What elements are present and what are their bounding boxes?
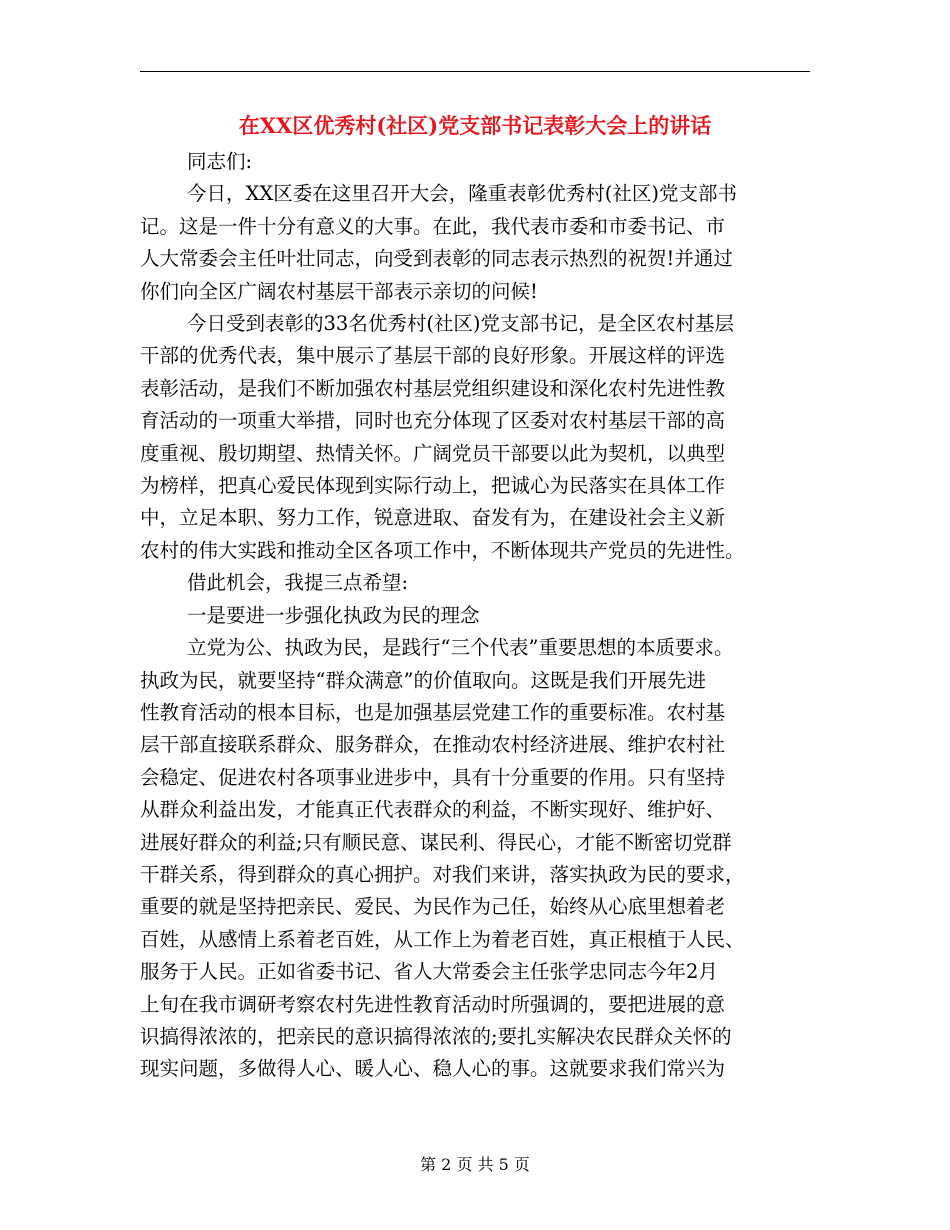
paragraph-line: 人大常委会主任叶壮同志，向受到表彰的同志表示热烈的祝贺!并通过 [140, 247, 733, 271]
paragraph-line: 立党为公、执政为民，是践行“三个代表”重要思想的本质要求。 [187, 636, 734, 660]
paragraph-line: 从群众利益出发，才能真正代表群众的利益，不断实现好、维护好、 [140, 798, 726, 822]
paragraph-line: 服务于人民。正如省委书记、省人大常委会主任张学忠同志今年2月 [140, 960, 718, 984]
paragraph-line: 重要的就是坚持把亲民、爱民、为民作为己任，始终从心底里想着老 [140, 895, 726, 919]
paragraph-line: 借此机会，我提三点希望: [187, 571, 409, 595]
paragraph-line: 育活动的一项重大举措，同时也充分体现了区委对农村基层干部的高 [140, 409, 726, 433]
document-title: 在XX区优秀村(社区)党支部书记表彰大会上的讲话 [238, 113, 712, 138]
paragraph-line: 识搞得浓浓的，把亲民的意识搞得浓浓的;要扎实解决农民群众关怀的 [140, 1024, 732, 1048]
page-number: 第 2 页 共 5 页 [420, 1155, 530, 1174]
paragraph-line: 农村的伟大实践和推动全区各项工作中，不断体现共产党员的先进性。 [140, 538, 745, 562]
paragraph-line: 执政为民，就要坚持“群众满意”的价值取向。这既是我们开展先进 [140, 668, 706, 692]
paragraph-line: 你们向全区广阔农村基层干部表示亲切的问候! [140, 279, 538, 303]
paragraph-line: 干群关系，得到群众的真心拥护。对我们来讲，落实执政为民的要求， [140, 862, 745, 886]
paragraph-line: 记。这是一件十分有意义的大事。在此，我代表市委和市委书记、市 [140, 214, 726, 238]
paragraph-line: 会稳定、促进农村各项事业进步中，具有十分重要的作用。只有坚持 [140, 765, 726, 789]
paragraph-line: 进展好群众的利益;只有顺民意、谋民利、得民心，才能不断密切党群 [140, 830, 732, 854]
document-body [140, 146, 810, 1086]
paragraph-line: 现实问题，多做得人心、暖人心、稳人心的事。这就要求我们常兴为 [140, 1057, 726, 1081]
paragraph-line: 中，立足本职、努力工作，锐意进取、奋发有为，在建设社会主义新 [140, 506, 726, 530]
paragraph-line: 性教育活动的根本目标，也是加强基层党建工作的重要标准。农村基 [140, 700, 726, 724]
paragraph-line: 干部的优秀代表，集中展示了基层干部的良好形象。开展这样的评选 [140, 344, 726, 368]
paragraph-line: 表彰活动，是我们不断加强农村基层党组织建设和深化农村先进性教 [140, 376, 726, 400]
paragraph-line: 度重视、殷切期望、热情关怀。广阔党员干部要以此为契机，以典型 [140, 441, 726, 465]
paragraph-line: 今日受到表彰的33名优秀村(社区)党支部书记，是全区农村基层 [187, 312, 735, 336]
section-heading: 一是要进一步强化执政为民的理念 [187, 603, 480, 627]
salutation-line: 同志们: [187, 150, 253, 173]
paragraph-line: 上旬在我市调研考察农村先进性教育活动时所强调的，要把进展的意 [140, 992, 726, 1016]
paragraph-line: 今日，XX区委在这里召开大会，隆重表彰优秀村(社区)党支部书 [187, 182, 737, 206]
header-rule [140, 71, 810, 72]
paragraph-line: 为榜样，把真心爱民体现到实际行动上，把诚心为民落实在具体工作 [140, 474, 726, 498]
paragraph-line: 百姓，从感情上系着老百姓，从工作上为着老百姓，真正根植于人民、 [140, 927, 745, 951]
paragraph-line: 层干部直接联系群众、服务群众，在推动农村经济进展、维护农村社 [140, 733, 726, 757]
